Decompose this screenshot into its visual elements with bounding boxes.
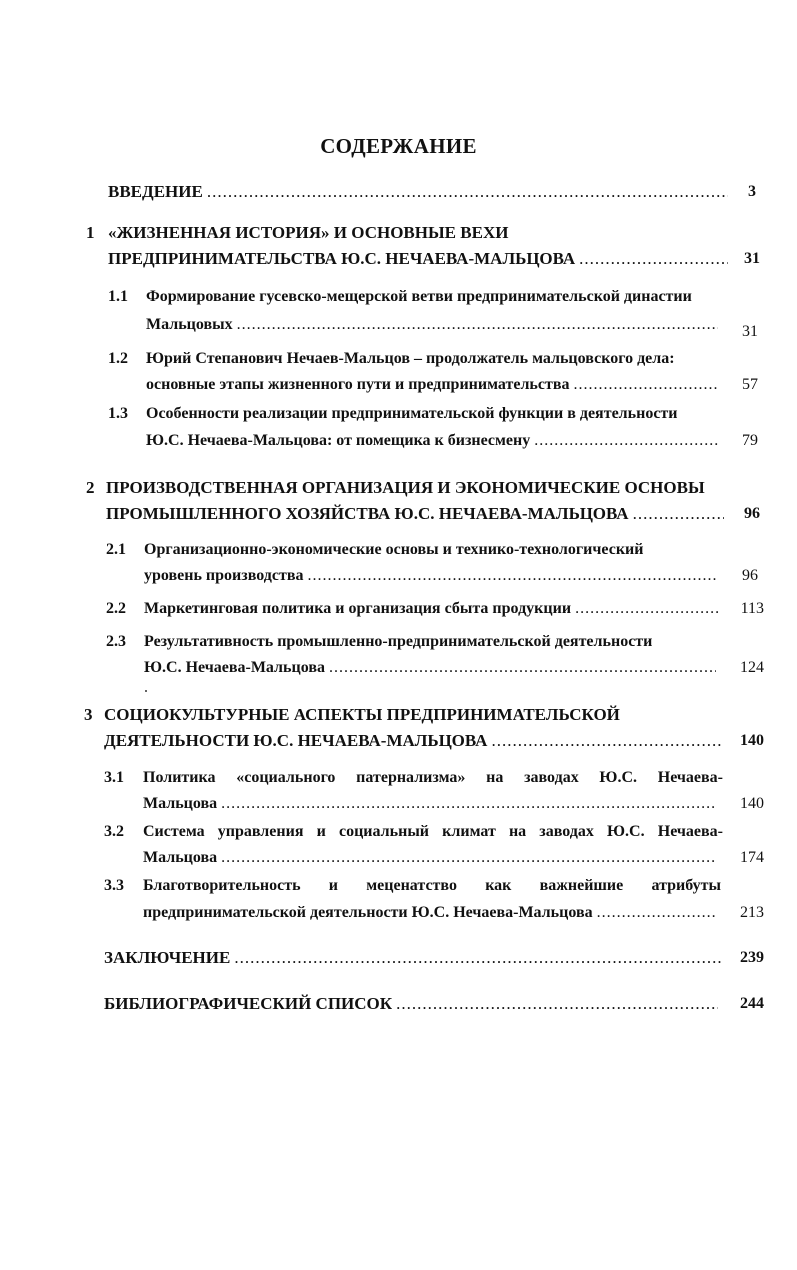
- section-title-text: уровень производства: [144, 567, 304, 584]
- section-title-text: предпринимательской деятельности Ю.С. Нечаева-Мальцова: [143, 904, 593, 921]
- chapter-title-text: ПРОИЗВОДСТВЕННАЯ ОРГАНИЗАЦИЯ И ЭКОНОМИЧЕСКИЕ ОСНОВЫ: [106, 478, 705, 497]
- section-title-text: Организационно-экономические основы и технико-технологический: [144, 541, 644, 558]
- toc-page-number: 174: [740, 849, 764, 866]
- toc-entry-conclusion[interactable]: [104, 946, 726, 970]
- toc-page-number: 140: [740, 732, 764, 749]
- toc-page-number: 140: [740, 795, 764, 812]
- section-title-line[interactable]: [143, 820, 723, 844]
- section-title-line[interactable]: [143, 792, 721, 816]
- toc-title: СОДЕРЖАНИЕ: [320, 134, 477, 158]
- leader-dots: [234, 946, 722, 970]
- toc-entry-label: ВВЕДЕНИЕ: [108, 182, 203, 201]
- section-title-line[interactable]: [143, 766, 723, 790]
- toc-page-number: 244: [740, 995, 764, 1012]
- section-title-line[interactable]: [143, 901, 721, 925]
- leader-dots: [396, 992, 718, 1016]
- section-title-text: Благотворительность и меценатство как важнейшие атрибуты: [143, 877, 721, 894]
- toc-page-number: 31: [742, 323, 758, 340]
- toc-page-number: 3: [748, 183, 756, 200]
- toc-entry-bibliography[interactable]: [104, 992, 722, 1016]
- section-title-line[interactable]: [146, 429, 722, 453]
- section-title-line[interactable]: [144, 538, 724, 562]
- chapter-number: 1: [86, 223, 95, 242]
- section-title-line[interactable]: [144, 630, 724, 654]
- chapter-title-text: «ЖИЗНЕННАЯ ИСТОРИЯ» И ОСНОВНЫЕ ВЕХИ: [108, 223, 509, 242]
- section-title-text: Ю.С. Нечаева-Мальцова: от помещика к бизнесмену: [146, 432, 531, 449]
- section-number: 3.3: [104, 877, 124, 894]
- toc-entry-label: БИБЛИОГРАФИЧЕСКИЙ СПИСОК: [104, 994, 393, 1013]
- chapter-title-line[interactable]: [104, 703, 728, 727]
- leader-dots: [329, 656, 716, 680]
- section-title-line[interactable]: [146, 313, 722, 337]
- chapter-title-line[interactable]: [106, 476, 730, 500]
- chapter-title-line[interactable]: [106, 502, 728, 526]
- leader-dots: [491, 729, 722, 753]
- section-title-text: Мальцовых: [146, 316, 233, 333]
- chapter-title-text: ПРОМЫШЛЕННОГО ХОЗЯЙСТВА Ю.С. НЕЧАЕВА-МАЛЬЦОВА: [106, 504, 629, 523]
- section-title-text: Система управления и социальный климат на заводах Ю.С. Нечаева-: [143, 823, 723, 840]
- section-title-line[interactable]: [146, 285, 726, 309]
- toc-entry-label: ЗАКЛЮЧЕНИЕ: [104, 948, 231, 967]
- leader-dots: [597, 901, 717, 925]
- section-number: 1.2: [108, 350, 128, 367]
- leader-dots: [573, 373, 718, 397]
- section-title-line[interactable]: [143, 874, 721, 898]
- toc-page-number: 96: [742, 567, 758, 584]
- chapter-title-line[interactable]: [108, 247, 732, 271]
- leader-dots: [579, 247, 728, 271]
- toc-page-number: 239: [740, 949, 764, 966]
- section-title-text: Политика «социального патернализма» на заводах Ю.С. Нечаева-: [143, 769, 723, 786]
- section-number: 3.2: [104, 823, 124, 840]
- leader-dots: [307, 564, 718, 588]
- leader-dots: [221, 792, 717, 816]
- toc-page-number: 213: [740, 904, 764, 921]
- toc-page-number: 113: [740, 600, 764, 617]
- section-title-line[interactable]: [144, 656, 720, 680]
- leader-dots: [633, 502, 724, 526]
- chapter-title-line[interactable]: [108, 221, 732, 245]
- section-title-line[interactable]: [144, 564, 722, 588]
- chapter-number: 2: [86, 478, 95, 497]
- section-title-text: Маркетинговая политика и организация сбыта продукции: [144, 600, 572, 617]
- section-number: 1.3: [108, 405, 128, 422]
- section-title-line[interactable]: [146, 373, 722, 397]
- leader-dots: [534, 429, 718, 453]
- section-title-line[interactable]: [146, 347, 726, 371]
- toc-page-number: 124: [740, 659, 764, 676]
- toc-page-number: 31: [744, 250, 760, 267]
- section-title-text: Формирование гусевско-мещерской ветви предпринимательской династии: [146, 288, 692, 305]
- leader-dots: [207, 180, 728, 204]
- section-title-line[interactable]: [144, 597, 724, 621]
- section-title-text: Особенности реализации предпринимательской функции в деятельности: [146, 405, 678, 422]
- chapter-title-text: ДЕЯТЕЛЬНОСТИ Ю.С. НЕЧАЕВА-МАЛЬЦОВА: [104, 731, 488, 750]
- toc-page-number: 79: [742, 432, 758, 449]
- section-title-text: Результативность промышленно-предпринимательской деятельности: [144, 633, 653, 650]
- leader-dots: [575, 597, 720, 621]
- section-number: 2.2: [106, 600, 126, 617]
- chapter-title-line[interactable]: [104, 729, 726, 753]
- toc-entry-intro[interactable]: [108, 180, 732, 204]
- section-number: 2.1: [106, 541, 126, 558]
- toc-page-number: 57: [742, 376, 758, 393]
- section-title-line[interactable]: [146, 402, 726, 426]
- section-title-text: Мальцова: [143, 795, 218, 812]
- section-title-text: основные этапы жизненного пути и предпринимательства: [146, 376, 570, 393]
- leader-dots: [221, 846, 717, 870]
- section-title-line[interactable]: [143, 846, 721, 870]
- chapter-title-text: ПРЕДПРИНИМАТЕЛЬСТВА Ю.С. НЕЧАЕВА-МАЛЬЦОВА: [108, 249, 576, 268]
- section-number: 1.1: [108, 288, 128, 305]
- section-title-text: Ю.С. Нечаева-Мальцова: [144, 659, 325, 676]
- section-title-text: Мальцова: [143, 849, 218, 866]
- leader-dots: [237, 313, 718, 337]
- section-title-text: Юрий Степанович Нечаев-Мальцов – продолжатель мальцовского дела:: [146, 350, 675, 367]
- chapter-number: 3: [84, 705, 93, 724]
- chapter-title-text: СОЦИОКУЛЬТУРНЫЕ АСПЕКТЫ ПРЕДПРИНИМАТЕЛЬСКОЙ: [104, 705, 620, 724]
- scan-speck: [145, 690, 147, 692]
- toc-page-number: 96: [744, 505, 760, 522]
- section-number: 2.3: [106, 633, 126, 650]
- section-number: 3.1: [104, 769, 124, 786]
